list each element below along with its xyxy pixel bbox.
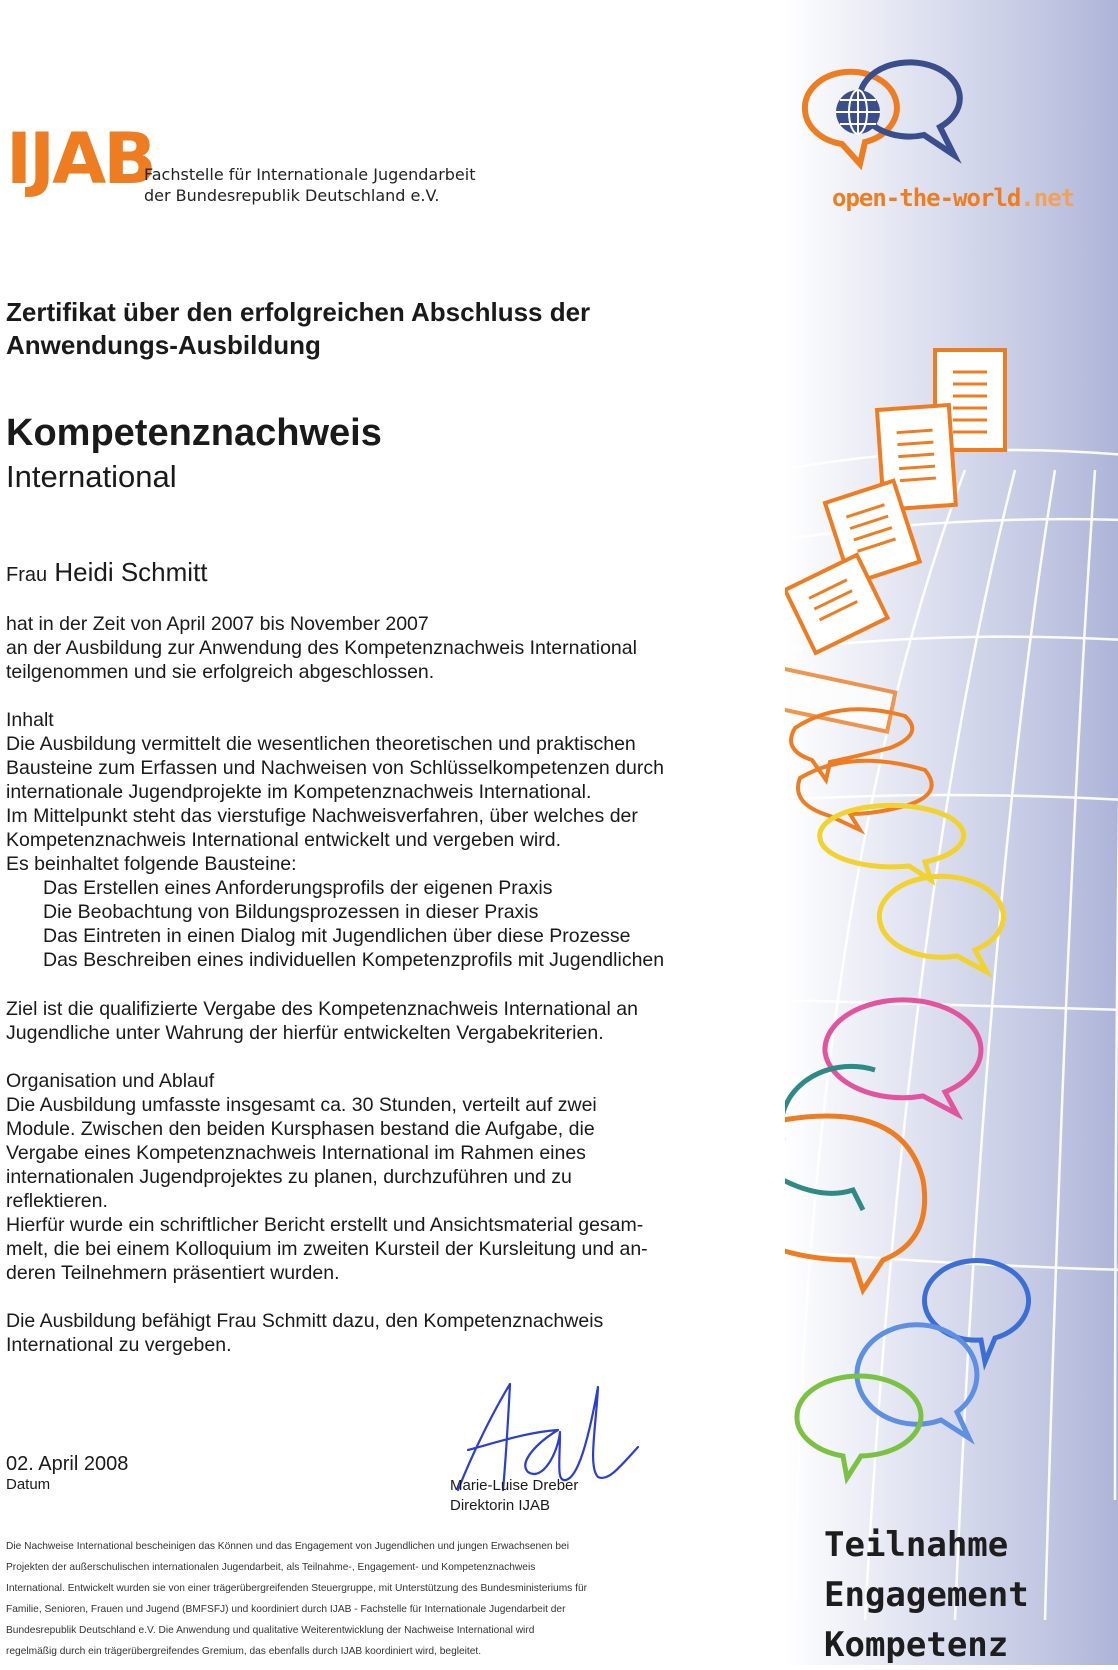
organisation-line: reflektieren. [6, 1190, 108, 1212]
certificate-title [6, 296, 766, 362]
program-subtitle: International [6, 459, 177, 494]
certificate-title-line1: Zertifikat über den erfolgreichen Abschluss der [6, 297, 591, 327]
signer-name: Marie-Luise Dreber [450, 1477, 579, 1494]
recipient-salutation: Frau [6, 564, 48, 586]
brand-url-main: open-the-world [832, 184, 1021, 212]
tagline-teilnahme: Teilnahme [824, 1525, 1009, 1565]
footer-line: Die Nachweise International bescheinigen das Können und das Engagement von Jugendlichen und jungen Erwachsenen bei [6, 1541, 569, 1552]
footer-line: regelmäßig durch ein trägerübergreifendes Gremium, das ebenfalls durch IJAB koordiniert wird, begleitet. [6, 1646, 482, 1657]
globe-bubbles-illustration [785, 0, 1118, 1665]
date-label: Datum [6, 1476, 51, 1493]
intro-line: an der Ausbildung zur Anwendung des Kompetenznachweis International [6, 637, 637, 659]
org-name-line2: der Bundesrepublik Deutschland e.V. [144, 186, 440, 205]
module-item: Das Beschreiben eines individuellen Kompetenzprofils mit Jugendlichen [43, 949, 665, 971]
brand-url-tld: .net [1020, 184, 1075, 212]
closing-paragraph [6, 1309, 766, 1357]
content-line: Kompetenznachweis International entwickelt und vergeben wird. [6, 829, 561, 851]
module-item: Die Beobachtung von Bildungsprozessen in dieser Praxis [43, 901, 539, 923]
content-line: Bausteine zum Erfassen und Nachweisen von Schlüsselkompetenzen durch [6, 757, 664, 779]
module-item: Das Eintreten in einen Dialog mit Jugendlichen über diese Prozesse [43, 925, 631, 947]
organisation-line: Hierfür wurde ein schriftlicher Bericht erstellt und Ansichtsmaterial gesam- [6, 1214, 644, 1236]
content-line: Die Ausbildung vermittelt die wesentlichen theoretischen und praktischen [6, 733, 636, 755]
signer-role: Direktorin IJAB [450, 1497, 551, 1514]
goal-paragraph [6, 997, 766, 1045]
organisation-heading: Organisation und Ablauf [6, 1070, 215, 1092]
ijab-logo-mark: IJAB [6, 118, 154, 200]
organisation-line: deren Teilnehmern präsentiert wurden. [6, 1262, 340, 1284]
organisation-line: Module. Zwischen den beiden Kursphasen bestand die Aufgabe, die [6, 1118, 595, 1140]
speech-bubble-logo [805, 62, 960, 164]
content-section [6, 708, 766, 972]
organisation-line: Vergabe eines Kompetenznachweis International im Rahmen eines [6, 1142, 586, 1164]
org-name [144, 164, 504, 206]
document-pages [785, 350, 1005, 732]
content-line: Es beinhaltet folgende Bausteine: [6, 853, 297, 875]
footer-line: Familie, Senioren, Frauen und Jugend (BMFSFJ) und koordiniert durch IJAB - Fachstelle für Internationale Jugendarbeit der [6, 1604, 566, 1615]
tagline-kompetenz: Kompetenz [824, 1625, 1009, 1665]
tagline-engagement: Engagement [824, 1575, 1029, 1615]
certificate-title-line2: Anwendungs-Ausbildung [6, 330, 321, 360]
closing-line: International zu vergeben. [6, 1334, 232, 1356]
organisation-line: Die Ausbildung umfasste insgesamt ca. 30 Stunden, verteilt auf zwei [6, 1094, 597, 1116]
content-heading: Inhalt [6, 709, 54, 731]
organisation-section [6, 1069, 766, 1285]
module-item: Das Erstellen eines Anforderungsprofils der eigenen Praxis [43, 877, 553, 899]
intro-paragraph [6, 612, 766, 684]
footer-line: Bundesrepublik Deutschland e.V. Die Anwendung und qualitative Weiterentwicklung der Nachweise International wird [6, 1625, 535, 1636]
organisation-line: melt, die bei einem Kolloquium im zweiten Kursteil der Kursleitung und an- [6, 1238, 648, 1260]
yellow-bubbles [820, 805, 1004, 972]
program-title: Kompetenznachweis [6, 412, 382, 454]
org-name-line1: Fachstelle für Internationale Jugendarbeit [144, 165, 476, 184]
intro-line: hat in der Zeit von April 2007 bis November 2007 [6, 613, 429, 635]
content-line: internationale Jugendprojekte im Kompetenznachweis International. [6, 781, 592, 803]
recipient-name: Heidi Schmitt [54, 557, 208, 587]
footer-line: International. Entwickelt wurden sie von einer trägerübergreifenden Steuergruppe, mit Unterstützung des Bundesministeriums für [6, 1583, 587, 1594]
signer-block [450, 1476, 578, 1516]
intro-line: teilgenommen und sie erfolgreich abgeschlossen. [6, 661, 435, 683]
magenta-bubble [825, 1000, 981, 1114]
organisation-line: internationalen Jugendprojektes zu planen, durchzuführen und zu [6, 1166, 572, 1188]
orange-large-bubble [785, 1116, 925, 1290]
issue-date: 02. April 2008 [6, 1453, 129, 1475]
brand-url [832, 184, 1074, 212]
goal-line: Jugendliche unter Wahrung der hierfür entwickelten Vergabekriterien. [6, 1022, 604, 1044]
content-line: Im Mittelpunkt steht das vierstufige Nachweisverfahren, über welches der [6, 805, 638, 827]
footer-line: Projekten der außerschulischen internationalen Jugendarbeit, als Teilnahme-, Engagement- und Kompetenznachweis [6, 1562, 536, 1573]
recipient [6, 557, 208, 588]
closing-line: Die Ausbildung befähigt Frau Schmitt dazu, den Kompetenznachweis [6, 1310, 604, 1332]
footer-note [6, 1536, 726, 1662]
tagline [824, 1520, 1029, 1670]
goal-line: Ziel ist die qualifizierte Vergabe des Kompetenznachweis International an [6, 998, 638, 1020]
